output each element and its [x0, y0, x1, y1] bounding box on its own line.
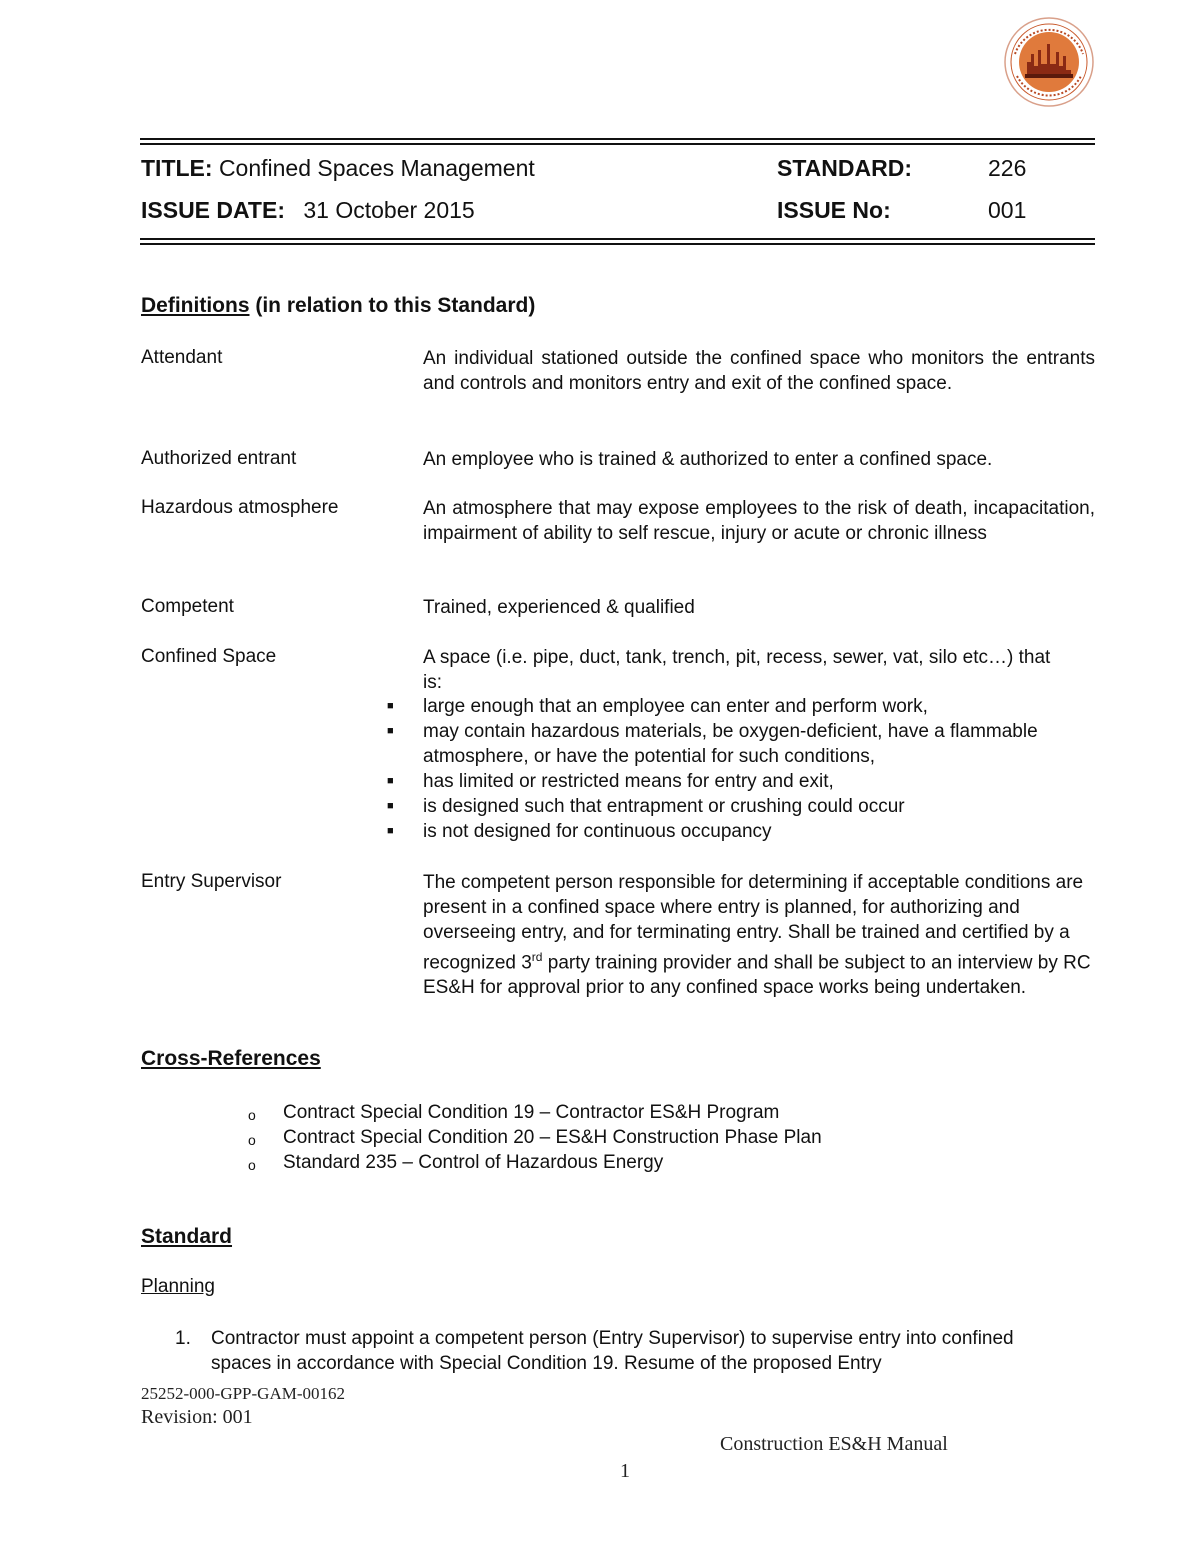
term-authorized-entrant: Authorized entrant [141, 448, 297, 469]
list-item: o Standard 235 – Control of Hazardous Energy [248, 1150, 822, 1175]
term-competent: Competent [141, 596, 234, 617]
cross-references-heading: Cross-References [141, 1047, 321, 1070]
circle-bullet-icon: o [248, 1107, 256, 1123]
standard-value: 226 [988, 155, 1027, 181]
definition-hazardous-atmosphere: An atmosphere that may expose employees to the risk of death, incapacitation, impairment of ability to self rescue, injury or acute or chronic illness [423, 498, 1095, 544]
company-seal-logo [1003, 14, 1095, 110]
list-item: o Contract Special Condition 20 – ES&H Construction Phase Plan [248, 1125, 822, 1150]
list-item: o Contract Special Condition 19 – Contractor ES&H Program [248, 1100, 822, 1125]
confined-space-criteria-list [383, 694, 1083, 844]
list-item: ■ large enough that an employee can enter and perform work, [387, 696, 928, 717]
list-item: ■ is designed such that entrapment or crushing could occur [387, 796, 905, 817]
term-entry-supervisor: Entry Supervisor [141, 871, 282, 892]
issue-no-label: ISSUE No: [777, 197, 891, 223]
square-bullet-icon: ■ [387, 725, 394, 737]
standard-heading: Standard [141, 1225, 233, 1248]
item-number: 1. [175, 1328, 191, 1349]
standard-item-1 [175, 1326, 1075, 1376]
issue-date-label: ISSUE DATE: [141, 197, 285, 223]
definition-authorized-entrant: An employee who is trained & authorized to enter a confined space. [423, 449, 993, 470]
square-bullet-icon: ■ [387, 800, 394, 812]
manual-title: Construction ES&H Manual [720, 1433, 948, 1455]
title-value: Confined Spaces Management [218, 155, 535, 181]
square-bullet-icon: ■ [387, 700, 394, 712]
term-attendant: Attendant [141, 347, 223, 368]
square-bullet-icon: ■ [387, 775, 394, 787]
header-top-rule [140, 138, 1095, 145]
circle-bullet-icon: o [248, 1132, 256, 1148]
standard-label: STANDARD: [777, 155, 913, 181]
revision-text: Revision: 001 [141, 1406, 253, 1428]
title-line [141, 155, 535, 182]
circle-bullet-icon: o [248, 1157, 256, 1173]
term-confined-space: Confined Space [141, 646, 277, 667]
document-code: 25252-000-GPP-GAM-00162 [141, 1384, 345, 1403]
header-bottom-rule [140, 238, 1095, 245]
issue-no-value: 001 [988, 197, 1027, 223]
square-bullet-icon: ■ [387, 825, 394, 837]
definitions-heading: Definitions (in relation to this Standard) [141, 294, 536, 317]
list-item: ■ may contain hazardous materials, be oxygen-deficient, have a flammable atmosphere, or have the potential for such conditions, [387, 721, 1038, 767]
definition-entry-supervisor: The competent person responsible for determining if acceptable conditions are present in a confined space where entry is planned, for authorizing and overseeing entry, and for terminating entry. Shall be trained and certified by a recognized 3rd party training provider and shall be subject to an interview by RC ES&H for approval prior to any confined space works being undertaken. [423, 872, 1091, 999]
issue-date-value: 31 October 2015 [303, 197, 475, 223]
planning-subheading: Planning [141, 1276, 215, 1297]
issue-date-line [141, 197, 475, 224]
definition-attendant: An individual stationed outside the confined space who monitors the entrants and controls and monitors entry and exit of the confined space. [423, 348, 1095, 394]
definition-confined-space: A space (i.e. pipe, duct, tank, trench, pit, recess, sewer, vat, silo etc…) that is: [423, 647, 1051, 693]
item-text: Contractor must appoint a competent person (Entry Supervisor) to supervise entry into confined spaces in accordance with Special Condition 19. Resume of the proposed Entry [211, 1328, 1014, 1374]
page-number: 1 [620, 1460, 630, 1482]
definition-competent: Trained, experienced & qualified [423, 597, 695, 618]
list-item: ■ is not designed for continuous occupancy [387, 821, 772, 842]
cross-references-list [248, 1100, 822, 1175]
title-label: TITLE: [141, 155, 213, 181]
list-item: ■ has limited or restricted means for entry and exit, [387, 771, 834, 792]
term-hazardous-atmosphere: Hazardous atmosphere [141, 497, 339, 518]
